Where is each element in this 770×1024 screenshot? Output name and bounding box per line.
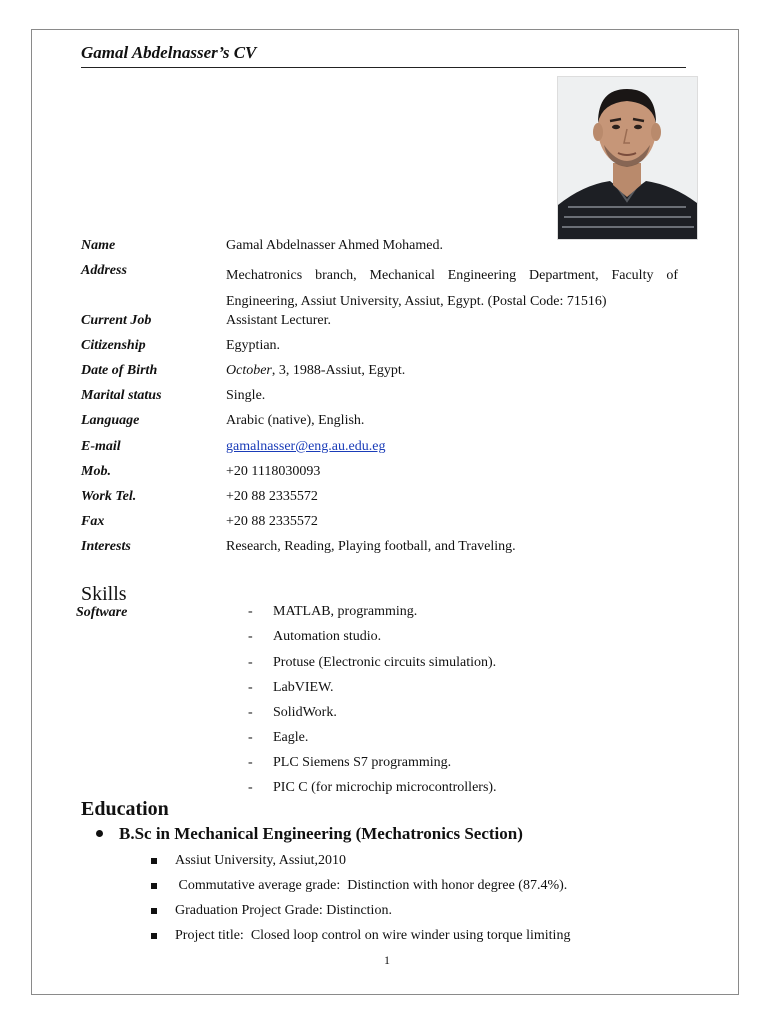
square-bullet-icon bbox=[151, 933, 157, 939]
education-item-text: Graduation Project Grade: Distinction. bbox=[175, 903, 392, 918]
education-item-text: Project title: Closed loop control on wire winder using torque limiting bbox=[175, 928, 571, 943]
current-job-row bbox=[0, 313, 770, 333]
citizenship-label: Citizenship bbox=[81, 338, 146, 353]
work-tel-value: +20 88 2335572 bbox=[226, 489, 318, 504]
skill-text: LabVIEW. bbox=[273, 680, 334, 695]
skill-item bbox=[0, 780, 770, 800]
title-underline bbox=[81, 67, 686, 68]
fax-row bbox=[0, 514, 770, 534]
dash-bullet: - bbox=[248, 755, 253, 770]
mob-value: +20 1118030093 bbox=[226, 464, 321, 479]
skill-item bbox=[0, 680, 770, 700]
skill-text: MATLAB, programming. bbox=[273, 604, 418, 619]
skill-item bbox=[0, 604, 770, 624]
dash-bullet: - bbox=[248, 604, 253, 619]
email-row bbox=[0, 439, 770, 459]
address-line-1: Mechatronics branch, Mechanical Engineering Department, Faculty of bbox=[226, 268, 678, 283]
citizenship-value: Egyptian. bbox=[226, 338, 281, 353]
dob-value bbox=[226, 363, 405, 379]
address-label: Address bbox=[81, 263, 127, 278]
language-value: Arabic (native), English. bbox=[226, 413, 365, 428]
skill-text: PLC Siemens S7 programming. bbox=[273, 755, 452, 770]
fax-label: Fax bbox=[81, 514, 105, 529]
dob-row bbox=[0, 363, 770, 383]
skills-heading: Skills bbox=[81, 583, 127, 605]
skill-item bbox=[0, 705, 770, 725]
address-value bbox=[226, 263, 678, 315]
education-heading: Education bbox=[81, 798, 169, 820]
dash-bullet: - bbox=[248, 730, 253, 745]
skill-text: Automation studio. bbox=[273, 629, 382, 644]
marital-value: Single. bbox=[226, 388, 266, 403]
skill-item bbox=[0, 655, 770, 675]
email-link[interactable]: gamalnasser@eng.au.edu.eg bbox=[226, 439, 386, 454]
square-bullet-icon bbox=[151, 858, 157, 864]
skill-item bbox=[0, 730, 770, 750]
education-item-text: Assiut University, Assiut,2010 bbox=[175, 853, 346, 868]
skill-text: Eagle. bbox=[273, 730, 309, 745]
skill-item bbox=[0, 629, 770, 649]
work-tel-label: Work Tel. bbox=[81, 489, 137, 504]
skill-item bbox=[0, 755, 770, 775]
current-job-label: Current Job bbox=[81, 313, 152, 328]
portrait-image bbox=[558, 77, 697, 239]
address-line-2: Engineering, Assiut University, Assiut, Egypt. (Postal Code: 71516) bbox=[226, 294, 607, 309]
fax-value: +20 88 2335572 bbox=[226, 514, 318, 529]
education-item-text: Commutative average grade: Distinction with honor degree (87.4%). bbox=[175, 878, 568, 893]
marital-row bbox=[0, 388, 770, 408]
work-tel-row bbox=[0, 489, 770, 509]
square-bullet-icon bbox=[151, 908, 157, 914]
dash-bullet: - bbox=[248, 780, 253, 795]
square-bullet-icon bbox=[151, 883, 157, 889]
mob-label: Mob. bbox=[81, 464, 111, 479]
dob-month: October bbox=[226, 363, 272, 378]
bullet-icon bbox=[96, 830, 103, 837]
skill-text: SolidWork. bbox=[273, 705, 337, 720]
dash-bullet: - bbox=[248, 680, 253, 695]
dob-label: Date of Birth bbox=[81, 363, 158, 378]
page-number: 1 bbox=[384, 953, 390, 967]
current-job-value: Assistant Lecturer. bbox=[226, 313, 331, 328]
software-label: Software bbox=[76, 605, 128, 620]
interests-row bbox=[0, 539, 770, 559]
dash-bullet: - bbox=[248, 705, 253, 720]
dash-bullet: - bbox=[248, 655, 253, 670]
dob-rest: , 3, 1988-Assiut, Egypt. bbox=[271, 363, 406, 378]
citizenship-row bbox=[0, 338, 770, 358]
name-row bbox=[0, 238, 770, 258]
interests-value: Research, Reading, Playing football, and Traveling. bbox=[226, 539, 516, 554]
name-value: Gamal Abdelnasser Ahmed Mohamed. bbox=[226, 238, 443, 253]
profile-photo bbox=[557, 76, 698, 240]
marital-label: Marital status bbox=[81, 388, 162, 403]
interests-label: Interests bbox=[81, 539, 131, 554]
name-label: Name bbox=[81, 238, 116, 253]
mob-row bbox=[0, 464, 770, 484]
email-label: E-mail bbox=[81, 439, 121, 454]
cv-title: Gamal Abdelnasser’s CV bbox=[81, 43, 257, 62]
degree-title bbox=[96, 824, 523, 844]
dash-bullet: - bbox=[248, 629, 253, 644]
language-row bbox=[0, 413, 770, 433]
degree-text: B.Sc in Mechanical Engineering (Mechatronics Section) bbox=[119, 824, 523, 843]
skill-text: PIC C (for microchip microcontrollers). bbox=[273, 780, 497, 795]
skill-text: Protuse (Electronic circuits simulation). bbox=[273, 655, 497, 670]
language-label: Language bbox=[81, 413, 140, 428]
